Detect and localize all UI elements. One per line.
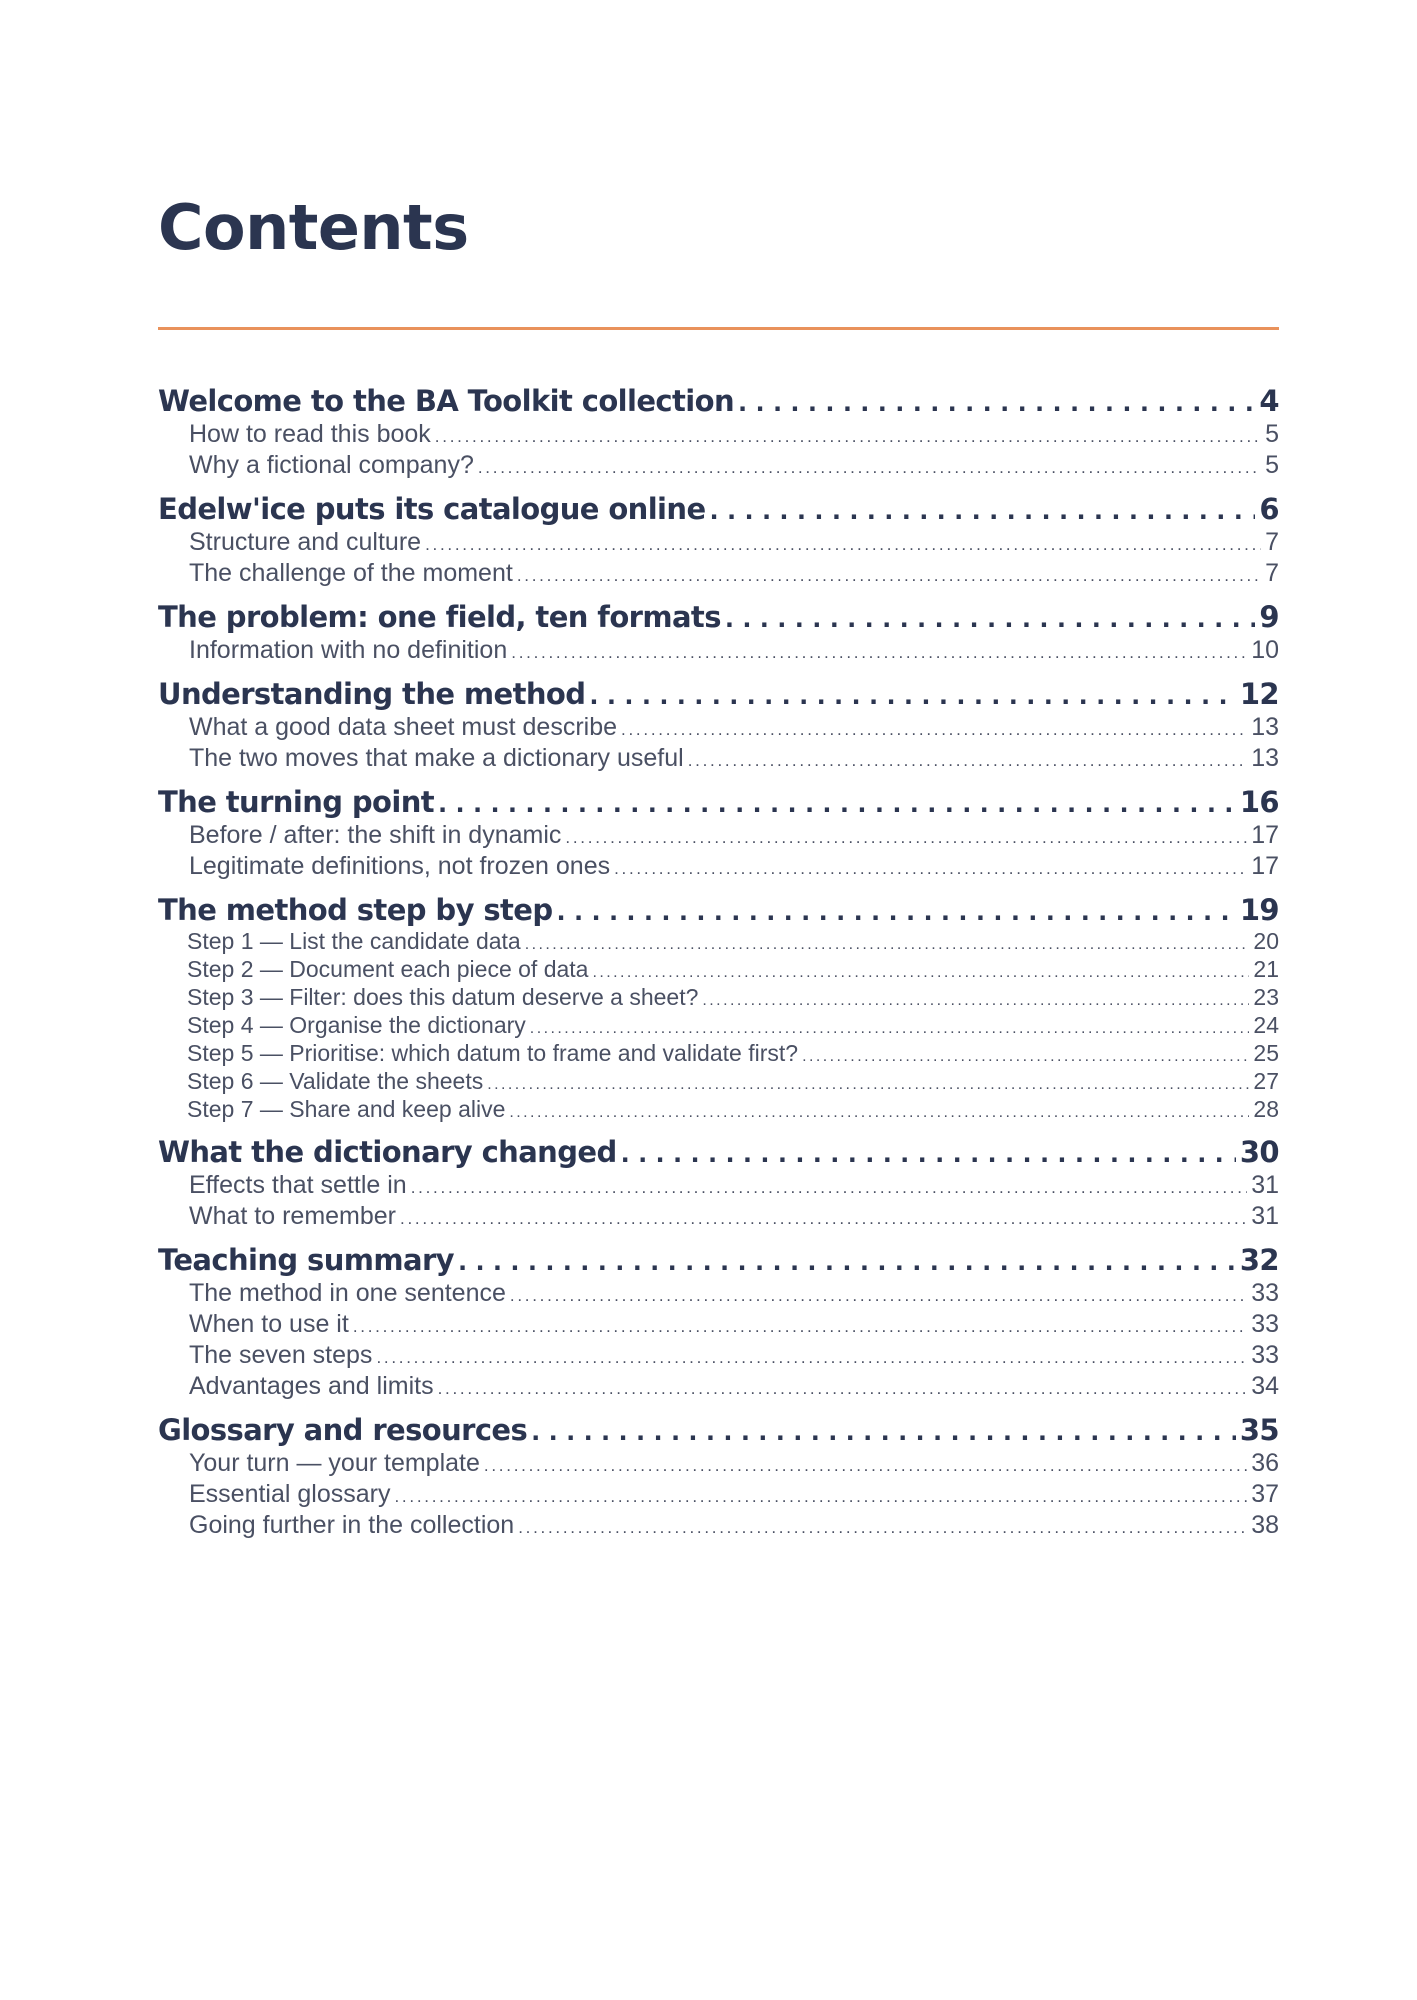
toc-subentry-label: The two moves that make a dictionary useful <box>189 744 684 772</box>
toc-subentry-label: Legitimate definitions, not frozen ones <box>189 852 611 880</box>
toc-section <box>158 785 1279 883</box>
dot-leader <box>438 787 1236 821</box>
toc-subentry-label: Step 6 — Validate the sheets <box>187 1069 484 1094</box>
page-title: Contents <box>158 191 469 264</box>
toc-subentry[interactable] <box>158 744 1279 775</box>
toc-subentry-page-number: 7 <box>1265 559 1279 587</box>
dot-leader <box>478 453 1261 482</box>
toc-subentry-label: Effects that settle in <box>189 1171 407 1199</box>
toc-section <box>158 677 1279 775</box>
toc-subentry[interactable] <box>158 821 1279 852</box>
toc-subentry[interactable] <box>158 929 1279 957</box>
toc-subentry-page-number: 31 <box>1251 1202 1279 1230</box>
toc-subentry-page-number: 13 <box>1251 744 1279 772</box>
toc-subentry-page-number: 31 <box>1251 1171 1279 1199</box>
dot-leader <box>531 1415 1236 1449</box>
toc-subentry[interactable] <box>158 1449 1279 1480</box>
toc-subentry[interactable] <box>158 420 1279 451</box>
toc-chapter-entry[interactable] <box>158 600 1279 636</box>
dot-leader <box>702 988 1249 1013</box>
dot-leader <box>400 1204 1247 1233</box>
toc-subentry[interactable] <box>158 1341 1279 1372</box>
toc-subentry-page-number: 38 <box>1251 1511 1279 1539</box>
toc-subentry-label: How to read this book <box>189 420 431 448</box>
toc-subentry[interactable] <box>158 1069 1279 1097</box>
toc-subentry[interactable] <box>158 957 1279 985</box>
toc-subentry-page-number: 7 <box>1265 528 1279 556</box>
dot-leader <box>621 1137 1236 1171</box>
toc-subentry-label: Essential glossary <box>189 1480 391 1508</box>
dot-leader <box>530 1016 1250 1041</box>
toc-subentry-page-number: 34 <box>1251 1372 1279 1400</box>
toc-subentry-page-number: 33 <box>1251 1279 1279 1307</box>
dot-leader <box>565 823 1247 852</box>
toc-subentry[interactable] <box>158 1041 1279 1069</box>
toc-subentry[interactable] <box>158 1171 1279 1202</box>
toc-subentry-page-number: 33 <box>1251 1310 1279 1338</box>
toc-subentry-label: When to use it <box>189 1310 349 1338</box>
toc-subentry-label: Step 3 — Filter: does this datum deserve a sheet? <box>187 985 699 1010</box>
toc-subentry[interactable] <box>158 1013 1279 1041</box>
dot-leader <box>557 895 1236 929</box>
toc-chapter-entry-label: The method step by step <box>158 893 553 927</box>
toc-chapter-entry-label: Glossary and resources <box>158 1413 528 1447</box>
toc-chapter-entry-page-number: 6 <box>1259 492 1279 526</box>
toc-subentry-label: Step 2 — Document each piece of data <box>187 957 589 982</box>
dot-leader <box>614 854 1247 883</box>
toc-subentry-page-number: 21 <box>1253 957 1279 982</box>
toc-subentry-label: Step 5 — Prioritise: which datum to frame and validate first? <box>187 1041 799 1066</box>
dot-leader <box>589 679 1235 713</box>
dot-leader <box>518 1513 1247 1542</box>
toc-subentry-page-number: 27 <box>1253 1069 1279 1094</box>
dot-leader <box>725 602 1256 636</box>
toc-subentry-label: Advantages and limits <box>189 1372 434 1400</box>
toc-section <box>158 1413 1279 1542</box>
dot-leader <box>487 1072 1249 1097</box>
toc-chapter-entry-page-number: 16 <box>1239 785 1279 819</box>
toc-chapter-entry-page-number: 9 <box>1259 600 1279 634</box>
toc-subentry-page-number: 10 <box>1251 636 1279 664</box>
dot-leader <box>511 638 1247 667</box>
title-divider <box>158 327 1279 330</box>
toc-subentry-page-number: 24 <box>1253 1013 1279 1038</box>
toc-chapter-entry-label: Welcome to the BA Toolkit collection <box>158 384 734 418</box>
toc-subentry[interactable] <box>158 1372 1279 1403</box>
toc-subentry[interactable] <box>158 1097 1279 1125</box>
toc-subentry[interactable] <box>158 559 1279 590</box>
table-of-contents <box>158 384 1279 1552</box>
toc-subentry-page-number: 25 <box>1253 1041 1279 1066</box>
toc-subentry[interactable] <box>158 528 1279 559</box>
toc-chapter-entry[interactable] <box>158 785 1279 821</box>
toc-subentry[interactable] <box>158 1202 1279 1233</box>
toc-chapter-entry-label: The problem: one field, ten formats <box>158 600 721 634</box>
toc-chapter-entry[interactable] <box>158 384 1279 420</box>
toc-subentry-page-number: 33 <box>1251 1341 1279 1369</box>
dot-leader <box>484 1451 1247 1480</box>
toc-subentry-page-number: 13 <box>1251 713 1279 741</box>
toc-section <box>158 1243 1279 1403</box>
toc-subentry[interactable] <box>158 713 1279 744</box>
toc-subentry-label: Why a fictional company? <box>189 451 474 479</box>
dot-leader <box>710 494 1256 528</box>
toc-chapter-entry-label: Edelw'ice puts its catalogue online <box>158 492 706 526</box>
toc-subentry[interactable] <box>158 636 1279 667</box>
toc-subentry-label: The challenge of the moment <box>189 559 513 587</box>
toc-subentry-page-number: 5 <box>1265 451 1279 479</box>
toc-subentry-label: Structure and culture <box>189 528 422 556</box>
toc-subentry[interactable] <box>158 451 1279 482</box>
dot-leader <box>510 1281 1247 1310</box>
dot-leader <box>353 1312 1247 1341</box>
dot-leader <box>517 561 1261 590</box>
toc-subentry-label: The seven steps <box>189 1341 373 1369</box>
toc-section <box>158 1135 1279 1233</box>
toc-subentry-label: Step 4 — Organise the dictionary <box>187 1013 526 1038</box>
toc-subentry-label: What a good data sheet must describe <box>189 713 618 741</box>
toc-section <box>158 600 1279 667</box>
toc-subentry-page-number: 5 <box>1265 420 1279 448</box>
dot-leader <box>376 1343 1247 1372</box>
toc-subentry-page-number: 36 <box>1251 1449 1279 1477</box>
toc-subentry-page-number: 20 <box>1253 929 1279 954</box>
toc-subentry-label: Going further in the collection <box>189 1511 515 1539</box>
toc-subentry-label: What to remember <box>189 1202 397 1230</box>
toc-subentry-label: Information with no definition <box>189 636 508 664</box>
toc-subentry[interactable] <box>158 1279 1279 1310</box>
toc-chapter-entry-page-number: 32 <box>1239 1243 1279 1277</box>
toc-subentry-label: Before / after: the shift in dynamic <box>189 821 562 849</box>
toc-section <box>158 492 1279 590</box>
toc-subentry[interactable] <box>158 985 1279 1013</box>
toc-section <box>158 384 1279 482</box>
dot-leader <box>509 1100 1249 1125</box>
toc-subentry-label: Step 1 — List the candidate data <box>187 929 521 954</box>
toc-subentry-label: Your turn — your template <box>189 1449 480 1477</box>
dot-leader <box>435 422 1261 451</box>
toc-chapter-entry-label: Understanding the method <box>158 677 586 711</box>
toc-chapter-entry[interactable] <box>158 677 1279 713</box>
toc-chapter-entry[interactable] <box>158 1243 1279 1279</box>
toc-subentry-page-number: 17 <box>1251 852 1279 880</box>
toc-subentry-page-number: 17 <box>1251 821 1279 849</box>
dot-leader <box>458 1245 1236 1279</box>
toc-subentry-label: Step 7 — Share and keep alive <box>187 1097 506 1122</box>
toc-subentry[interactable] <box>158 1511 1279 1542</box>
toc-subentry-page-number: 37 <box>1251 1480 1279 1508</box>
toc-subentry-label: The method in one sentence <box>189 1279 506 1307</box>
dot-leader <box>525 932 1250 957</box>
dot-leader <box>621 715 1247 744</box>
toc-subentry[interactable] <box>158 1480 1279 1511</box>
toc-subentry-page-number: 23 <box>1253 985 1279 1010</box>
toc-chapter-entry[interactable] <box>158 492 1279 528</box>
dot-leader <box>425 530 1261 559</box>
dot-leader <box>738 386 1255 420</box>
toc-chapter-entry[interactable] <box>158 893 1279 929</box>
toc-chapter-entry-page-number: 30 <box>1239 1135 1279 1169</box>
toc-chapter-entry-page-number: 35 <box>1239 1413 1279 1447</box>
dot-leader <box>802 1044 1249 1069</box>
toc-chapter-entry[interactable] <box>158 1135 1279 1171</box>
dot-leader <box>592 960 1249 985</box>
dot-leader <box>438 1374 1248 1403</box>
toc-subentry-page-number: 28 <box>1253 1097 1279 1122</box>
toc-chapter-entry-label: Teaching summary <box>158 1243 454 1277</box>
toc-subentry[interactable] <box>158 1310 1279 1341</box>
toc-chapter-entry-label: The turning point <box>158 785 435 819</box>
toc-chapter-entry[interactable] <box>158 1413 1279 1449</box>
toc-subentry[interactable] <box>158 852 1279 883</box>
toc-section <box>158 893 1279 1125</box>
dot-leader <box>394 1482 1247 1511</box>
toc-chapter-entry-page-number: 4 <box>1259 384 1279 418</box>
toc-chapter-entry-label: What the dictionary changed <box>158 1135 617 1169</box>
dot-leader <box>688 746 1248 775</box>
toc-chapter-entry-page-number: 12 <box>1239 677 1279 711</box>
dot-leader <box>411 1173 1247 1202</box>
toc-chapter-entry-page-number: 19 <box>1239 893 1279 927</box>
